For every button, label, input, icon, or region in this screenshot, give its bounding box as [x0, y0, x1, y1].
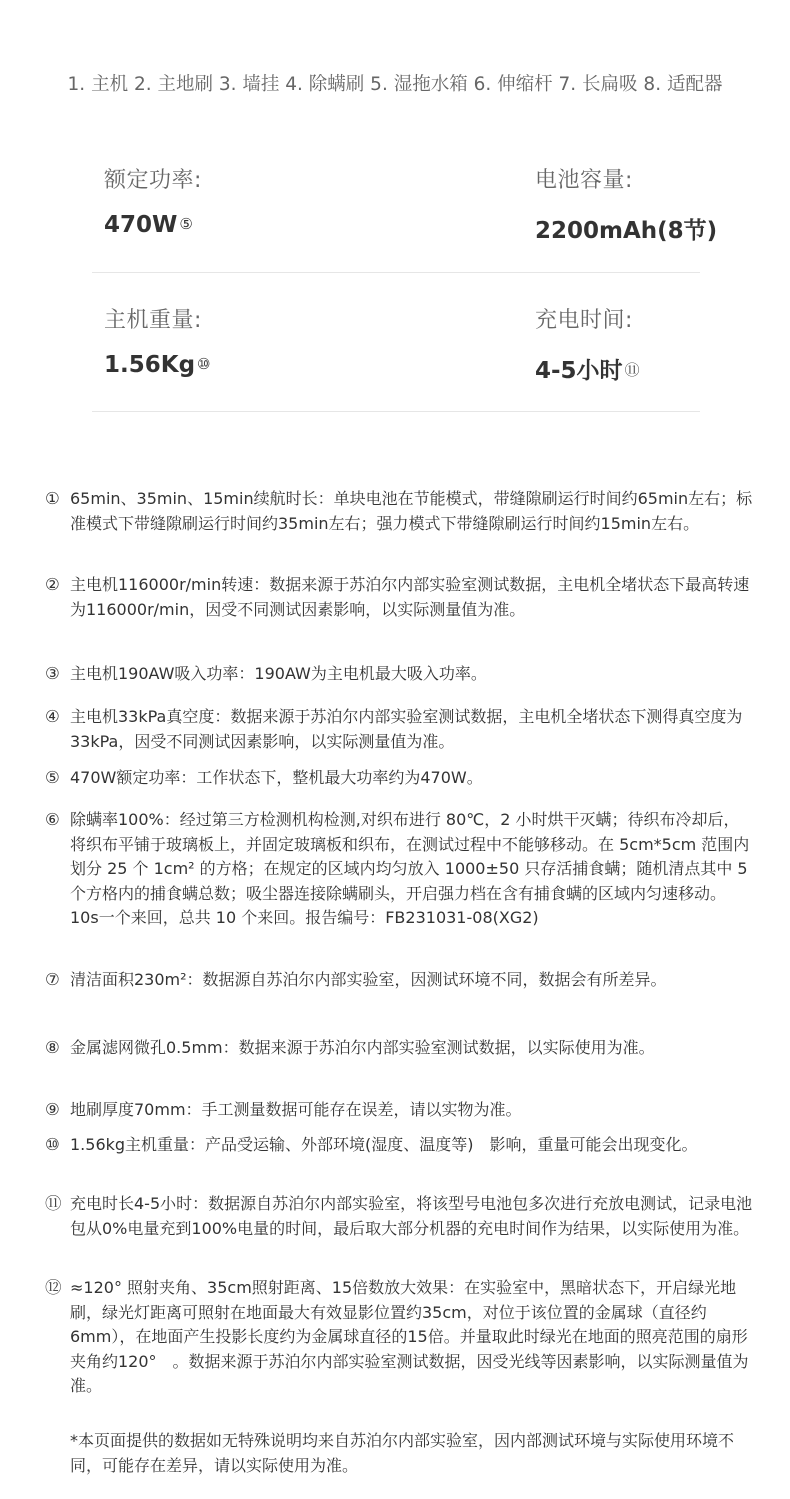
- footnote-mark: ④: [45, 707, 60, 726]
- spec-value-text: 4-5小时: [535, 358, 623, 384]
- spec-label: 充电时间:: [535, 308, 633, 333]
- footnote-text: 金属滤网微孔0.5mm：数据来源于苏泊尔内部实验室测试数据，以实际使用为准。: [70, 1038, 655, 1057]
- spec-value: [104, 212, 202, 238]
- footnote-text: 1.56kg主机重量：产品受运输、外部环境(湿度、温度等) 影响，重量可能会出现变化。: [70, 1135, 698, 1154]
- footnote-text: 主电机33kPa真空度：数据来源于苏泊尔内部实验室测试数据，主电机全堵状态下测得真空度为33kPa，因受不同测试因素影响，以实际测量值为准。: [70, 707, 743, 751]
- footnote-mark: ⑤: [45, 768, 60, 787]
- footnote-text: 470W额定功率：工作状态下，整机最大功率约为470W。: [70, 768, 483, 787]
- footnote-mark: ⑥: [45, 810, 60, 829]
- spec-label: 电池容量:: [535, 168, 633, 193]
- spec-weight: [104, 303, 211, 378]
- footnote-mark: ⑪: [45, 1194, 62, 1213]
- footnote-text: 主电机190AW吸入功率：190AW为主电机最大吸入功率。: [70, 664, 487, 683]
- footnote-text: 地刷厚度70mm：手工测量数据可能存在误差，请以实物为准。: [70, 1100, 522, 1119]
- footnote-text: 主电机116000r/min转速：数据来源于苏泊尔内部实验室测试数据，主电机全堵状态下最高转速为116000r/min，因受不同测试因素影响，以实际测量值为准。: [70, 575, 750, 619]
- spec-label: 额定功率:: [104, 168, 202, 193]
- spec-value: [104, 352, 211, 378]
- spec-rated-power: [104, 163, 202, 238]
- footnote-mark: ⑦: [45, 970, 60, 989]
- footnote-text: 充电时长4-5小时：数据源自苏泊尔内部实验室，将该型号电池包多次进行充放电测试，记录电池包从0%电量充到100%电量的时间，最后取大部分机器的充电时间作为结果，以实际使用为准。: [70, 1194, 753, 1238]
- spec-label: 主机重量:: [104, 308, 202, 333]
- footnote-mark: ⑨: [45, 1100, 60, 1119]
- accessory-list: 1. 主机 2. 主地刷 3. 墙挂 4. 除螨刷 5. 湿拖水箱 6. 伸缩杆 7. 长扁吸 8. 适配器: [67, 74, 723, 95]
- divider: [92, 272, 700, 273]
- spec-value: [535, 212, 717, 245]
- footnote-mark: ⑤: [179, 215, 193, 233]
- footnote-text: 除螨率100%：经过第三方检测机构检测,对织布进行 80℃，2 小时烘干灭螨；待织布冷却后，将织布平铺于玻璃板上，并固定玻璃板和织布，在测试过程中不能够移动。在 5cm*5cm 范围内划分 25 个 1cm² 的方格；在规定的区域内均匀放入 1000±50 只存活捕食螨；随机清点其中 5 个方格内的捕食螨总数；吸尘器连接除螨刷头，开启强力档在含有捕食螨的区域内匀速移动。10s一个来回，总共 10 个来回。报告编号：FB231031-08(XG2): [70, 810, 750, 927]
- disclaimer: *本页面提供的数据如无特殊说明均来自苏泊尔内部实验室，因内部测试环境与实际使用环境不同，可能存在差异，请以实际使用为准。: [70, 1431, 735, 1475]
- footnote-mark: ⑩: [45, 1135, 60, 1154]
- footnote-mark: ①: [45, 489, 60, 508]
- footnote-mark: ⑫: [45, 1278, 62, 1297]
- spec-value: [535, 352, 640, 385]
- footnote-mark: ⑪: [624, 361, 640, 379]
- footnote-text: 清洁面积230m²：数据源自苏泊尔内部实验室，因测试环境不同，数据会有所差异。: [70, 970, 667, 989]
- footnote-mark: ③: [45, 664, 60, 683]
- footnote-mark: ②: [45, 575, 60, 594]
- spec-value-text: 470W: [104, 212, 178, 238]
- spec-value-text: 1.56Kg: [104, 352, 196, 378]
- footnote-text: 65min、35min、15min续航时长：单块电池在节能模式，带缝隙刷运行时间约65min左右；标准模式下带缝隙刷运行时间约35min左右；强力模式下带缝隙刷运行时间约15min左右。: [70, 489, 753, 533]
- footnote-mark: ⑧: [45, 1038, 60, 1057]
- spec-battery-capacity: [535, 163, 717, 245]
- footnote-mark: ⑩: [197, 355, 211, 373]
- footnote-text: ≈120° 照射夹角、35cm照射距离、15倍数放大效果：在实验室中，黑暗状态下，开启绿光地刷，绿光灯距离可照射在地面最大有效显影位置约35cm，对位于该位置的金属球（直径约6mm），在地面产生投影长度约为金属球直径的15倍。并量取此时绿光在地面的照亮范围的扇形夹角约120° 。数据来源于苏泊尔内部实验室测试数据，因受光线等因素影响，以实际测量值为准。: [70, 1278, 749, 1395]
- spec-value-text: 2200mAh(8节): [535, 218, 718, 244]
- spec-charge-time: [535, 303, 640, 385]
- divider: [92, 411, 700, 412]
